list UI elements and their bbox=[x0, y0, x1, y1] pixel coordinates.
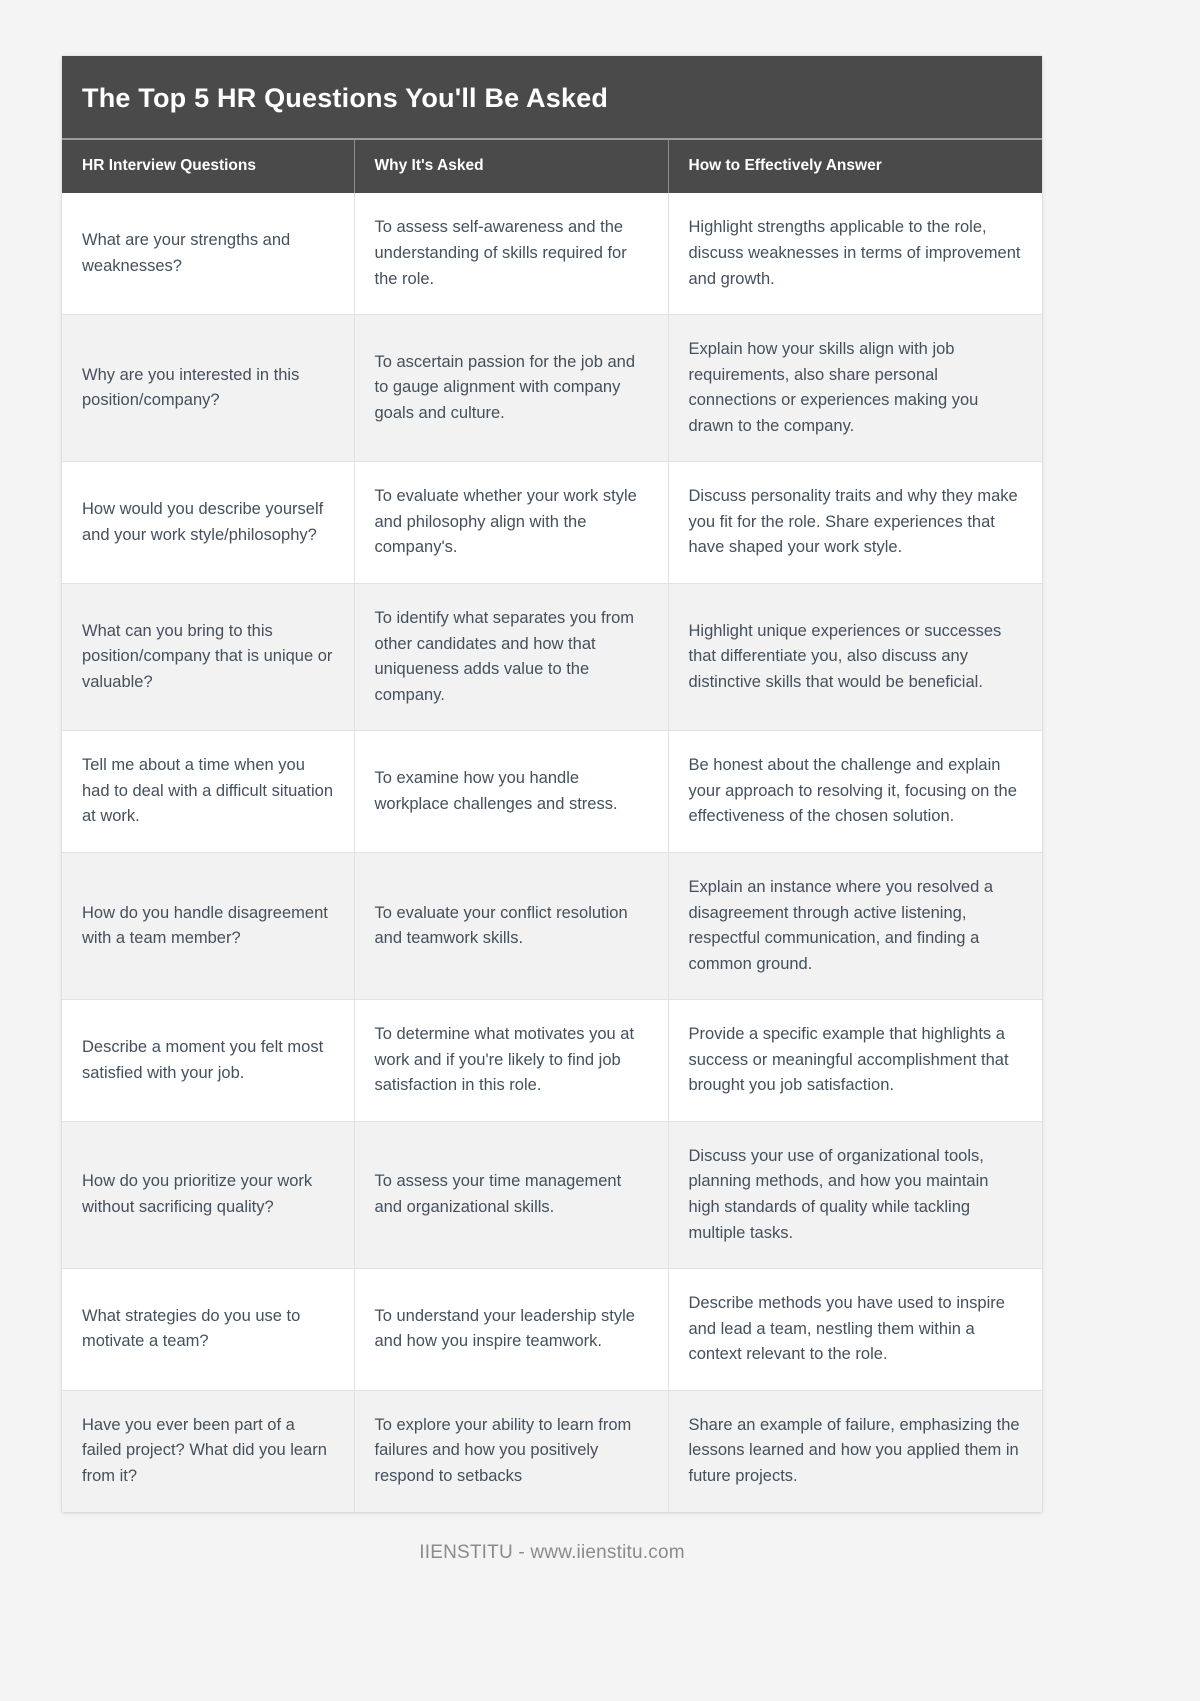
cell-question: Tell me about a time when you had to deal with a difficult situation at work. bbox=[62, 731, 354, 853]
cell-why: To evaluate your conflict resolution and teamwork skills. bbox=[354, 852, 668, 999]
table-row bbox=[62, 852, 1042, 999]
cell-how: Explain how your skills align with job requirements, also share personal connections or experiences making you drawn to the company. bbox=[668, 315, 1042, 462]
cell-how: Explain an instance where you resolved a disagreement through active listening, respectful communication, and finding a common ground. bbox=[668, 852, 1042, 999]
cell-question: How do you handle disagreement with a team member? bbox=[62, 852, 354, 999]
column-header-question: HR Interview Questions bbox=[62, 140, 354, 193]
cell-why: To determine what motivates you at work and if you're likely to find job satisfaction in this role. bbox=[354, 1000, 668, 1122]
cell-why: To assess self-awareness and the understanding of skills required for the role. bbox=[354, 193, 668, 314]
cell-why: To evaluate whether your work style and philosophy align with the company's. bbox=[354, 462, 668, 584]
table-header-row bbox=[62, 140, 1042, 193]
cell-how: Be honest about the challenge and explain your approach to resolving it, focusing on the effectiveness of the chosen solution. bbox=[668, 731, 1042, 853]
footer-attribution: IIENSTITU - www.iienstitu.com bbox=[419, 1541, 685, 1563]
cell-why: To examine how you handle workplace challenges and stress. bbox=[354, 731, 668, 853]
table-header bbox=[62, 140, 1042, 193]
cell-question: What are your strengths and weaknesses? bbox=[62, 193, 354, 314]
cell-how: Highlight strengths applicable to the role, discuss weaknesses in terms of improvement and growth. bbox=[668, 193, 1042, 314]
table-row bbox=[62, 1390, 1042, 1511]
cell-why: To identify what separates you from other candidates and how that uniqueness adds value to the company. bbox=[354, 584, 668, 731]
cell-how: Describe methods you have used to inspire and lead a team, nestling them within a context relevant to the role. bbox=[668, 1269, 1042, 1391]
table-row bbox=[62, 731, 1042, 853]
cell-question: What strategies do you use to motivate a team? bbox=[62, 1269, 354, 1391]
cell-question: How would you describe yourself and your work style/philosophy? bbox=[62, 462, 354, 584]
hr-questions-card bbox=[62, 56, 1042, 1512]
table-row bbox=[62, 1000, 1042, 1122]
cell-question: Have you ever been part of a failed project? What did you learn from it? bbox=[62, 1390, 354, 1511]
cell-how: Provide a specific example that highlights a success or meaningful accomplishment that brought you job satisfaction. bbox=[668, 1000, 1042, 1122]
cell-why: To ascertain passion for the job and to gauge alignment with company goals and culture. bbox=[354, 315, 668, 462]
cell-why: To understand your leadership style and how you inspire teamwork. bbox=[354, 1269, 668, 1391]
table-row bbox=[62, 315, 1042, 462]
table-row bbox=[62, 584, 1042, 731]
table-row bbox=[62, 1269, 1042, 1391]
card-title-bar bbox=[62, 56, 1042, 140]
cell-why: To explore your ability to learn from failures and how you positively respond to setbacks bbox=[354, 1390, 668, 1511]
hr-questions-table bbox=[62, 140, 1042, 1511]
table-row bbox=[62, 462, 1042, 584]
page-title: The Top 5 HR Questions You'll Be Asked bbox=[82, 83, 609, 113]
cell-question: Describe a moment you felt most satisfied with your job. bbox=[62, 1000, 354, 1122]
cell-why: To assess your time management and organizational skills. bbox=[354, 1121, 668, 1268]
cell-how: Discuss personality traits and why they make you fit for the role. Share experiences that have shaped your work style. bbox=[668, 462, 1042, 584]
cell-question: How do you prioritize your work without sacrificing quality? bbox=[62, 1121, 354, 1268]
cell-how: Highlight unique experiences or successes that differentiate you, also discuss any distinctive skills that would be beneficial. bbox=[668, 584, 1042, 731]
cell-how: Share an example of failure, emphasizing the lessons learned and how you applied them in future projects. bbox=[668, 1390, 1042, 1511]
cell-question: Why are you interested in this position/company? bbox=[62, 315, 354, 462]
column-header-how: How to Effectively Answer bbox=[668, 140, 1042, 193]
cell-how: Discuss your use of organizational tools, planning methods, and how you maintain high standards of quality while tackling multiple tasks. bbox=[668, 1121, 1042, 1268]
table-row bbox=[62, 1121, 1042, 1268]
cell-question: What can you bring to this position/company that is unique or valuable? bbox=[62, 584, 354, 731]
column-header-why: Why It's Asked bbox=[354, 140, 668, 193]
table-body bbox=[62, 193, 1042, 1511]
table-row bbox=[62, 193, 1042, 314]
